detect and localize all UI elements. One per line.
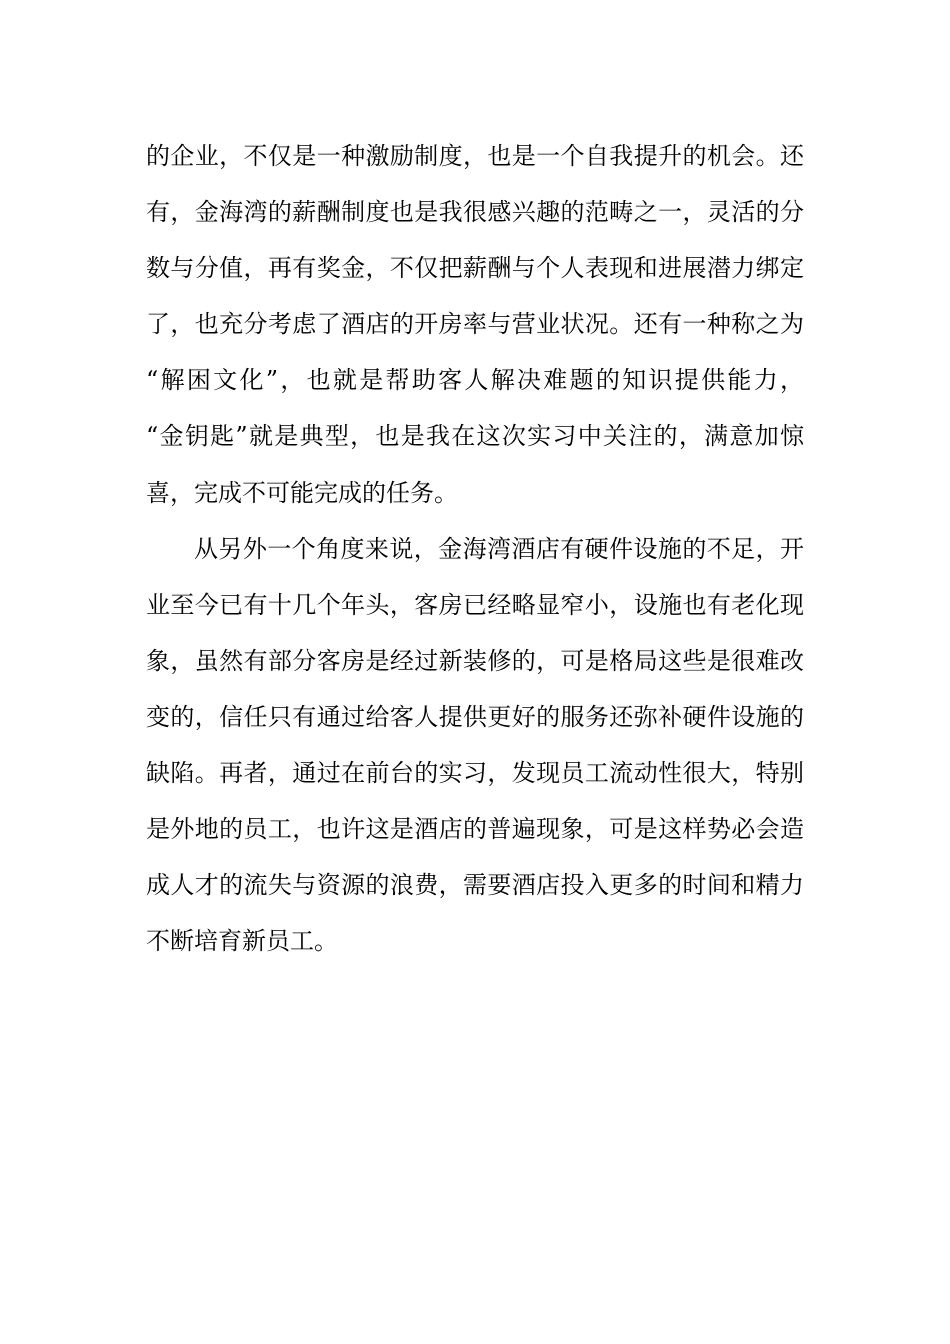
text-line: 变的，信任只有通过给客人提供更好的服务还弥补硬件设施的 [146,702,804,731]
text-line: “金钥匙”就是典型，也是我在这次实习中关注的，满意加惊 [146,422,804,451]
text-line: 了，也充分考虑了酒店的开房率与营业状况。还有一种称之为 [146,310,804,339]
text-line: 不断培育新员工。 [146,927,338,956]
text-line: “解困文化”，也就是帮助客人解决难题的知识提供能力， [146,366,804,395]
paragraph-2 [146,521,804,970]
text-line: 数与分值，再有奖金，不仅把薪酬与个人表现和进展潜力绑定 [146,254,804,283]
text-line: 从另外一个角度来说，金海湾酒店有硬件设施的不足，开 [194,534,804,563]
text-line: 喜，完成不可能完成的任务。 [146,478,458,507]
text-line: 象，虽然有部分客房是经过新装修的，可是格局这些是很难改 [146,646,804,675]
text-line: 有，金海湾的薪酬制度也是我很感兴趣的范畴之一，灵活的分 [146,198,804,227]
text-line: 缺陷。再者，通过在前台的实习，发现员工流动性很大，特别 [146,759,804,788]
text-line: 是外地的员工，也许这是酒店的普遍现象，可是这样势必会造 [146,815,804,844]
text-line: 业至今已有十几个年头，客房已经略显窄小，设施也有老化现 [146,590,804,619]
text-line: 的企业，不仅是一种激励制度，也是一个自我提升的机会。还 [146,142,804,170]
paragraph-1 [146,128,804,521]
body-text [146,128,804,969]
text-line: 成人才的流失与资源的浪费，需要酒店投入更多的时间和精力 [146,871,804,900]
